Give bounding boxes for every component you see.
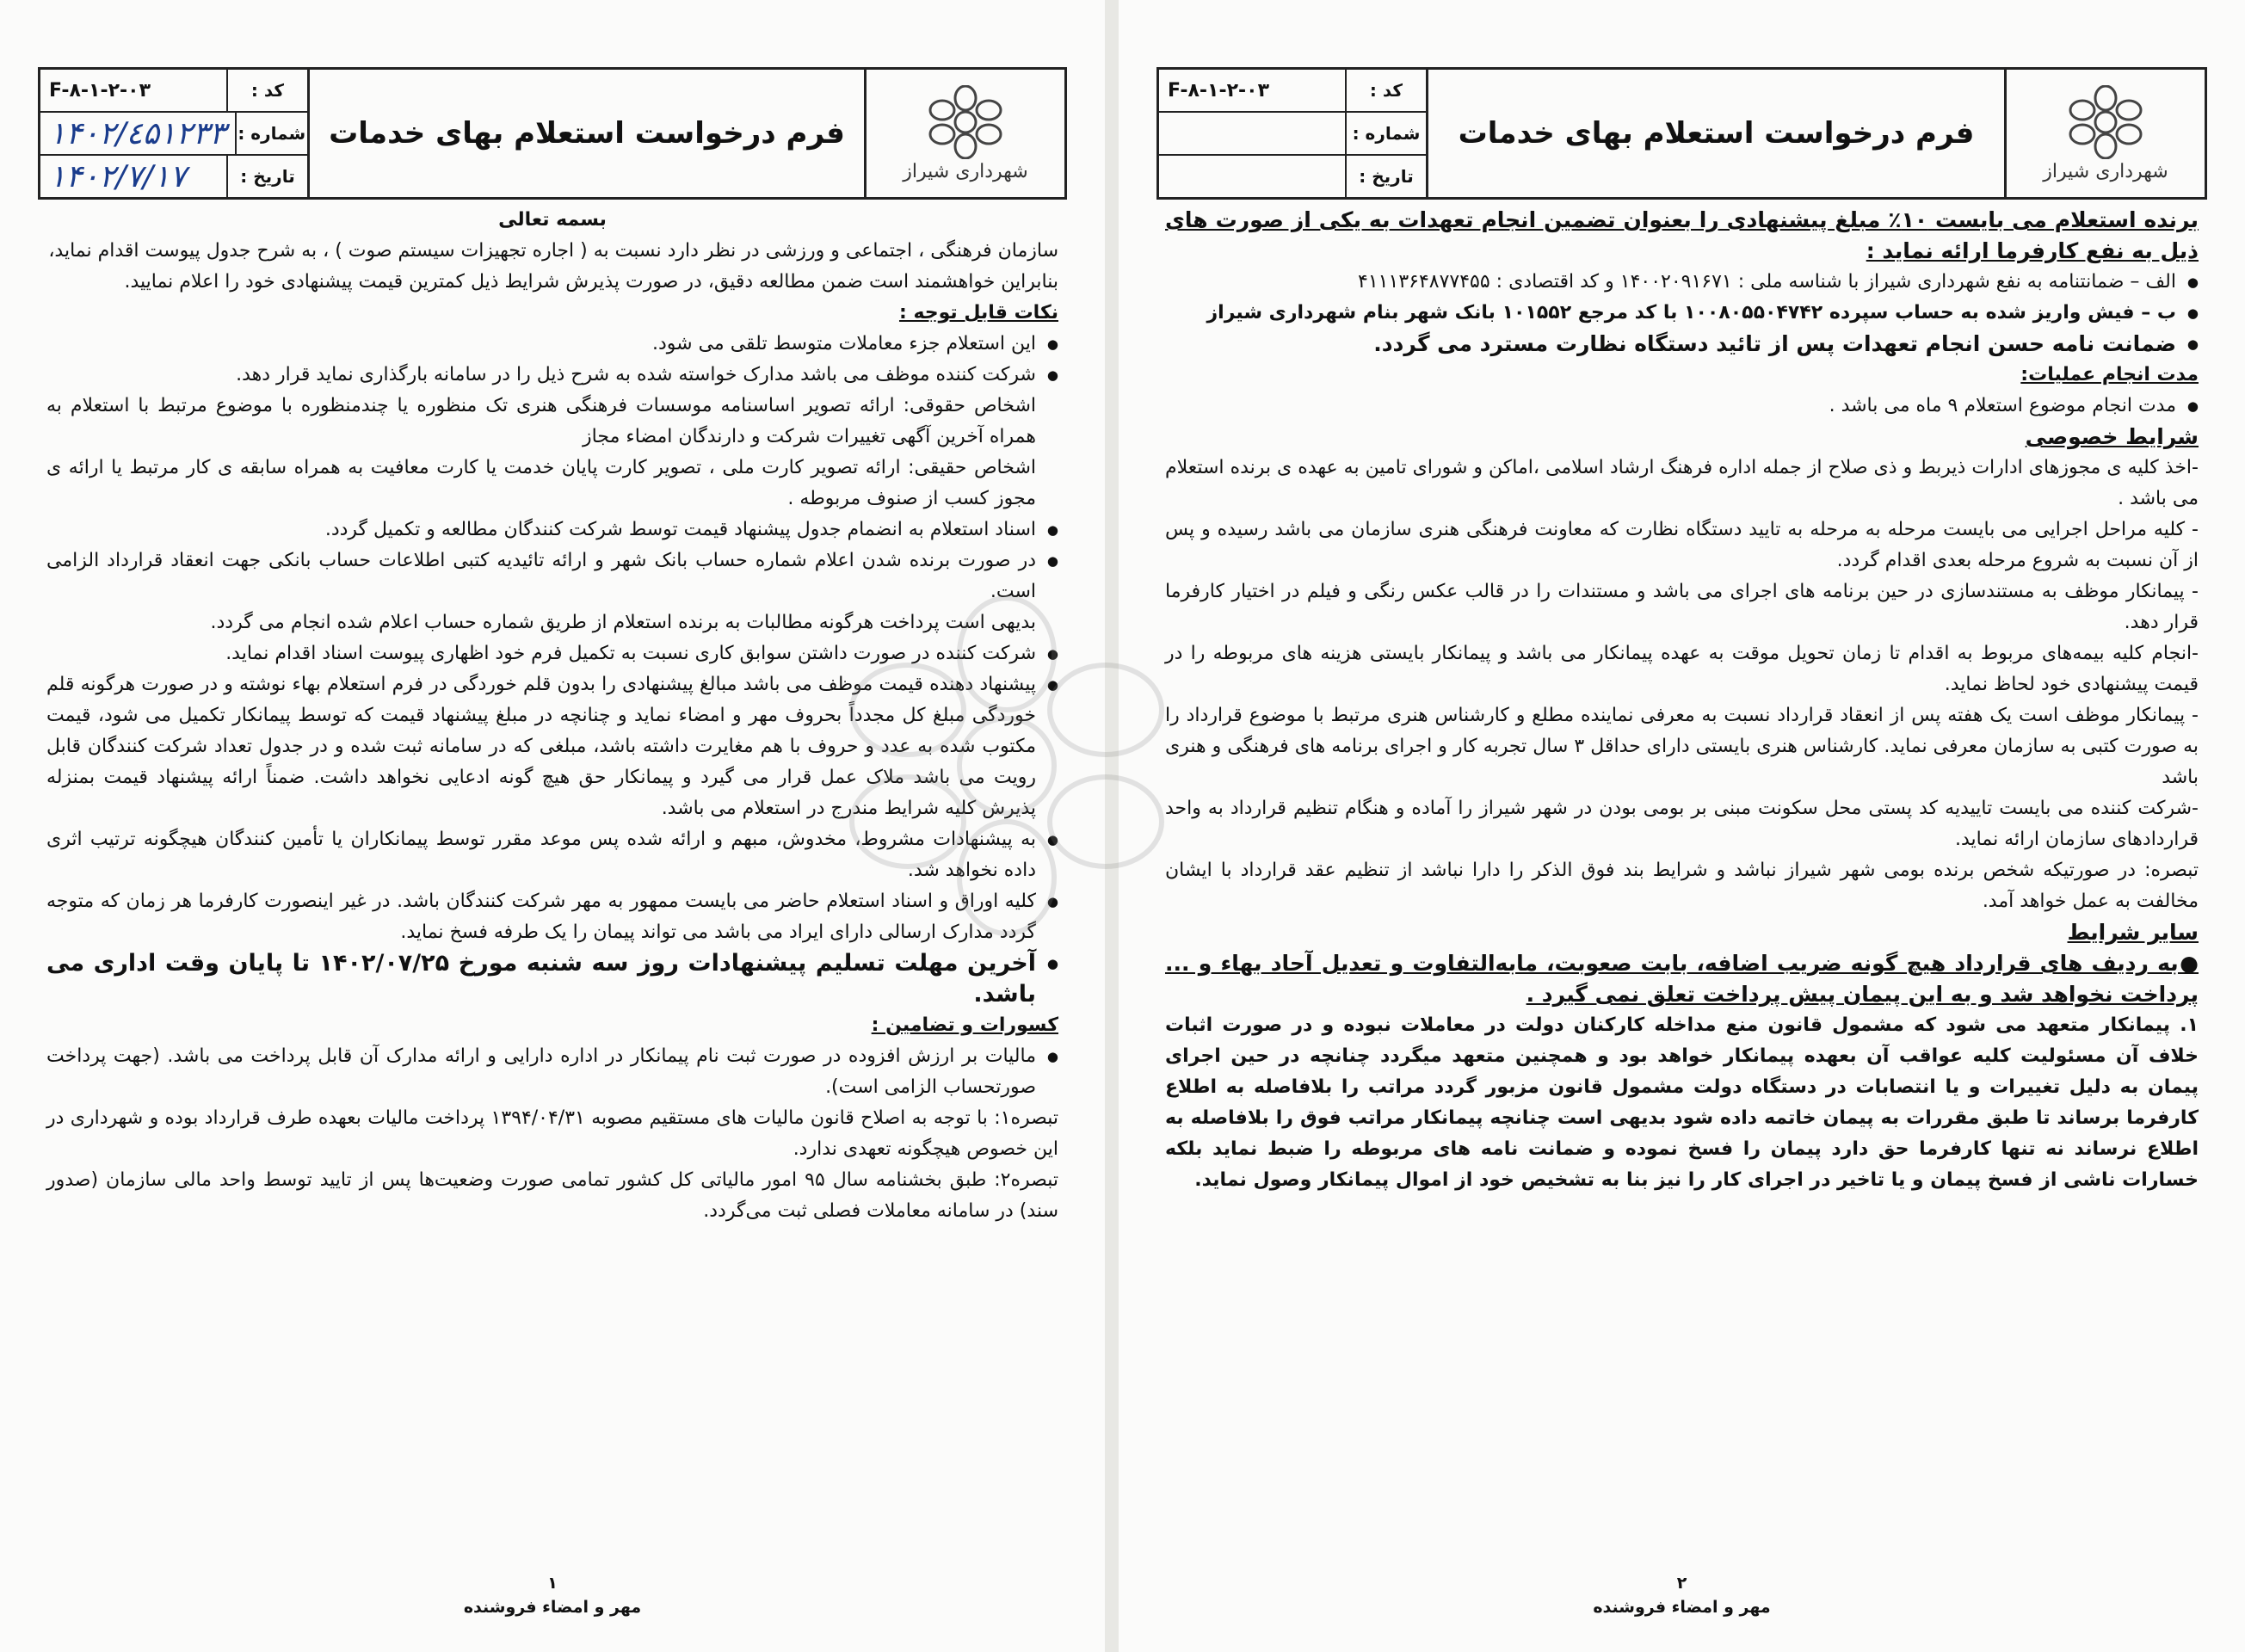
guarantee-option-a: ● الف – ضمانتنامه به نفع شهرداری شیراز با شناسه ملی : ۱۴۰۰۲۰۹۱۶۷۱ و کد اقتصادی : ۴۱۱۱۳۶۴۸۷۷۴۵۵ [1165, 267, 2199, 298]
page-footer [1119, 1571, 2245, 1619]
form-meta-box [40, 70, 310, 197]
shiraz-municipality-logo [2007, 70, 2205, 197]
note-2: تبصره۲: طبق بخشنامه سال ۹۵ امور مالیاتی کل کشور تمامی صورت وضعیت‌ها پس از تایید توسط واحد مالی سازمان (صدور سند) در سامانه معاملات فصلی ثبت می‌گردد. [46, 1169, 1059, 1222]
note-item: ● در صورت برنده شدن اعلام شماره حساب بانک شهر و ارائه تائیدیه کتبی اطلاعات حساب بانکی جهت انعقاد قرارداد الزامی است. [46, 546, 1058, 607]
intro-paragraph: سازمان فرهنگی ، اجتماعی و ورزشی در نظر دارد نسبت به ( اجاره تجهیزات سیستم صوت ) ، به شرح جدول پیوست اقدام نماید، [48, 240, 1058, 262]
number-label: شماره : [1345, 113, 1426, 154]
flower-logo-icon [2050, 85, 2162, 159]
note-item: بدیهی است پرداخت هرگونه مطالبات به برنده استعلام از طریق شماره حساب اعلام شده انجام می گردد. [210, 612, 1036, 633]
form-title: فرم درخواست استعلام بهای خدمات [310, 70, 867, 197]
code-row [1159, 70, 1426, 113]
deduction-item: ● مالیات بر ارزش افزوده در صورت ثبت نام پیمانکار در اداره دارایی و ارائه مدارک آن قابل پرداخت می باشد. (جهت پرداخت صورتحساب الزامی است). [46, 1041, 1058, 1103]
date-row [1159, 156, 1426, 197]
condition-item: - پیمانکار موظف است یک هفته پس از انعقاد قرارداد نسبت به معرفی نماینده مطلع و کارشناس هنری مرتبط با موضوع قرارداد را به صورت کتبی به سازمان معرفی نماید. کارشناس هنری بایستی دارای حداقل ۳ سال تجربه کار و اجرای برنامه های فرهنگی و هنری باشد [1165, 705, 2199, 788]
note-item: ● اسناد استعلام به انضمام جدول پیشنهاد قیمت توسط شرکت کنندگان مطالعه و تکمیل گردد. [46, 515, 1058, 546]
form-header [38, 67, 1067, 200]
page-number: ۱ [547, 1574, 558, 1593]
form-code: F-۸-۱-۲-۰۳ [49, 79, 151, 102]
number-row [1159, 113, 1426, 156]
form-header [1156, 67, 2207, 200]
note-item: ● شرکت کننده در صورت داشتن سوابق کاری نسبت به تکمیل فرم خود اظهاری پیوست اسناد اقدام نماید. [46, 638, 1058, 669]
condition-item: - پیمانکار موظف به مستندسازی در حین برنامه های اجرای می باشد و مستندات را در قالب عکس رنگی و فیلم در اختیار کارفرما قرار دهد. [1165, 581, 2199, 633]
document-page-2 [1119, 0, 2245, 1652]
shiraz-municipality-logo [867, 70, 1064, 197]
flower-logo-icon [910, 85, 1021, 159]
code-label: کد : [1345, 70, 1426, 111]
page-footer [0, 1571, 1105, 1619]
condition-item: - کلیه مراحل اجرایی می بایست مرحله به مرحله به تایید دستگاه نظارت که معاونت فرهنگی هنری سازمان می باشد رسیده و پس از آن نسبت به شروع مرحله بعدی اقدام گردد. [1165, 519, 2199, 571]
other-condition-item: ●به ردیف های قرارداد هیچ گونه ضریب اضافه، بابت صعوبت، مابه‌التفاوت و تعدیل آحاد بهاء و ... پرداخت نخواهد شد و به این پیمان پیش پرداخت تعلق نمی گیرد . [1165, 951, 2199, 1007]
number-row [40, 113, 307, 156]
note-item: ● شرکت کننده موظف می باشد مدارک خواسته شده به شرح ذیل را در سامانه بارگذاری نماید قرار دهد. [46, 360, 1058, 391]
seller-signature-label: مهر و امضاء فروشنده [1593, 1598, 1771, 1617]
note-item: ● کلیه اوراق و اسناد استعلام حاضر می بایست ممهور به مهر شرکت کنندگان باشد. در غیر اینصورت کارفرما هر زمان که متوجه گردد مدارک ارسالی دارای ایراد می باشد می تواند پیمان را یک طرفه فسخ نماید. [46, 886, 1058, 948]
note-legal-persons: اشخاص حقوقی: ارائه تصویر اساسنامه موسسات فرهنگی هنری تک منظوره یا چندمنظوره با موضوع مرتبط با استعلام به همراه آخرین آگهی تغییرات شرکت و دارندگان امضاء مجاز [46, 395, 1036, 447]
guarantee-return: ● ضمانت نامه حسن انجام تعهدات پس از تائید دستگاه نظارت مسترد می گردد. [1165, 329, 2199, 360]
condition-item: -اخذ کلیه ی مجوزهای ادارات ذیربط و ذی صلاح از جمله اداره فرهنگ ارشاد اسلامی ،اماکن و شورای تامین به عهده ی برنده استعلام می باشد . [1165, 457, 2199, 509]
form-date: ۱۴۰۲/۷/۱۷ [49, 158, 187, 194]
guarantee-option-b: ● ب – فیش واریز شده به حساب سپرده ۱۰۰۸۰۵۵۰۴۷۴۲ با کد مرجع ۱۰۱۵۵۲ بانک شهر بنام شهرداری شیراز [1165, 298, 2199, 329]
other-condition-item: ۱. پیمانکار متعهد می شود که مشمول قانون منع مداخله کارکنان دولت در معاملات نبوده و در صورت اثبات خلاف آن مسئولیت کلیه عواقب آن بعهده پیمانکار خواهد بود و همچنین متعهد میگردد چنانچه در حین اجرای پیمان به دلیل تغییرات و یا انتصابات در دستگاه دولت مشمول قانون مزبور گردد مراتب را بلافاصله به اطلاع کارفرما برساند تا طبق مقررات به پیمان خاتمه داده شود بدیهی است چنانچه پیمانکار مراتب فوق را بلافاصله به اطلاع نرساند نه تنها کارفرما حق دارد پیمان را فسخ نموده و ضمانت نامه های مربوطه را ضبط نماید بلکه خسارات ناشی از فسخ پیمان و یا تاخیر در اجرای کار را نیز بنا به تشخیص خود از اموال پیمانکار وصول نماید. [1165, 1014, 2199, 1191]
seller-signature-label: مهر و امضاء فروشنده [463, 1598, 642, 1617]
number-label: شماره : [235, 113, 307, 154]
date-label: تاریخ : [226, 156, 307, 197]
logo-caption: شهرداری شیراز [2043, 160, 2168, 182]
note-item: ● پیشنهاد دهنده قیمت موظف می باشد مبالغ پیشنهادی را بدون قلم خوردگی در فرم استعلام بهاء نوشته و در صورت هرگونه قلم خوردگی مبلغ کل مجدداً بحروف مهر و امضاء نماید و چنانچه در مبلغ پیشنهاد قیمت که توسط پیمانکار تکمیل می شود، قیمت مکتوب شده به عدد و حروف با هم مغایرت داشته باشد، مبلغی که در سامانه ثبت شده و در جدول تعداد شرکت کنندگان قابل رویت می باشد ملاک عمل قرار می گیرد و پیمانکار حق هیچ گونه ادعایی نخواهد داشت. ضمناً ارائه پیشنهاد قیمت بمنزله پذیرش کلیه شرایط مندرج در استعلام می باشد. [46, 669, 1058, 824]
other-conditions-heading: سایر شرایط [2067, 920, 2199, 945]
document-page-1 [0, 0, 1105, 1652]
intro-paragraph-2: بنابراین خواهشمند است ضمن مطالعه دقیق، در صورت پذیرش شرایط ذیل کمترین قیمت پیشنهادی خود را اعلام نمایید. [124, 271, 1058, 293]
note-natural-persons: اشخاص حقیقی: ارائه تصویر کارت ملی ، تصویر کارت پایان خدمت یا کارت معافیت به همراه سابقه ی کار مرتبط یا ارائه ی مجوز کسب از صنوف مربوطه . [46, 457, 1036, 509]
duration-heading: مدت انجام عملیات: [2020, 364, 2199, 385]
note-item: ● این استعلام جزء معاملات متوسط تلقی می شود. [46, 329, 1058, 360]
page-2-body [1165, 205, 2199, 1196]
guarantee-intro: برنده استعلام می بایست ۱۰٪ مبلغ پیشنهادی را بعنوان تضمین انجام تعهدات به یکی از صورت های ذیل به نفع کارفرما ارائه نماید : [1165, 207, 2199, 263]
form-title: فرم درخواست استعلام بهای خدمات [1428, 70, 2007, 197]
logo-caption: شهرداری شیراز [903, 160, 1028, 182]
note-1: تبصره۱: با توجه به اصلاح قانون مالیات های مستقیم مصوبه ۱۳۹۴/۰۴/۳۱ پرداخت مالیات بعهده طرف قرارداد بوده و شهرداری در این خصوص هیچگونه تعهدی ندارد. [46, 1107, 1058, 1160]
code-label: کد : [226, 70, 307, 111]
deadline-notice: ● آخرین مهلت تسلیم پیشنهادات روز سه شنبه مورخ ۱۴۰۲/۰۷/۲۵ تا پایان وقت اداری می باشد. [46, 948, 1058, 1010]
form-code: F-۸-۱-۲-۰۳ [1168, 79, 1270, 102]
page-1-body [46, 205, 1058, 1227]
code-row [40, 70, 307, 113]
duration-item: ● مدت انجام موضوع استعلام ۹ ماه می باشد . [1165, 391, 2199, 422]
form-number: ۱۴۰۲/٤۵۱۲۳۳ [49, 115, 226, 151]
notes-heading: نکات قابل توجه : [898, 302, 1058, 324]
page-gutter [1105, 0, 1119, 1652]
page-number: ۲ [1676, 1574, 1687, 1593]
basmala: بسمه تعالی [498, 209, 607, 231]
date-label: تاریخ : [1345, 156, 1426, 197]
condition-item: -انجام کلیه بیمه‌های مربوط به اقدام تا زمان تحویل موقت به عهده پیمانکار می باشد و پیمانکار بایستی هزینه های مربوطه را در قیمت پیشنهادی خود لحاظ نماید. [1165, 643, 2199, 695]
note-item: ● به پیشنهادات مشروط، مخدوش، مبهم و ارائه شده پس موعد مقرر توسط پیمانکاران یا تأمین کنندگان هیچگونه ترتیب اثری داده نخواهد شد. [46, 824, 1058, 886]
condition-item: -شرکت کننده می بایست تاییدیه کد پستی محل سکونت مبنی بر بومی بودن در شهر شیراز را آماده و هنگام تنظیم قرارداد به واحد قراردادهای سازمان ارائه نماید. [1165, 798, 2199, 850]
condition-note: تبصره: در صورتیکه شخص برنده بومی شهر شیراز نباشد و شرایط بند فوق الذکر را دارا نباشد از تنظیم عقد قرارداد با ایشان مخالفت به عمل خواهد آمد. [1165, 860, 2199, 912]
date-row [40, 156, 307, 197]
deductions-heading: کسورات و تضامین : [871, 1014, 1058, 1036]
special-conditions-heading: شرایط خصوصی [2025, 424, 2199, 449]
form-meta-box [1159, 70, 1428, 197]
